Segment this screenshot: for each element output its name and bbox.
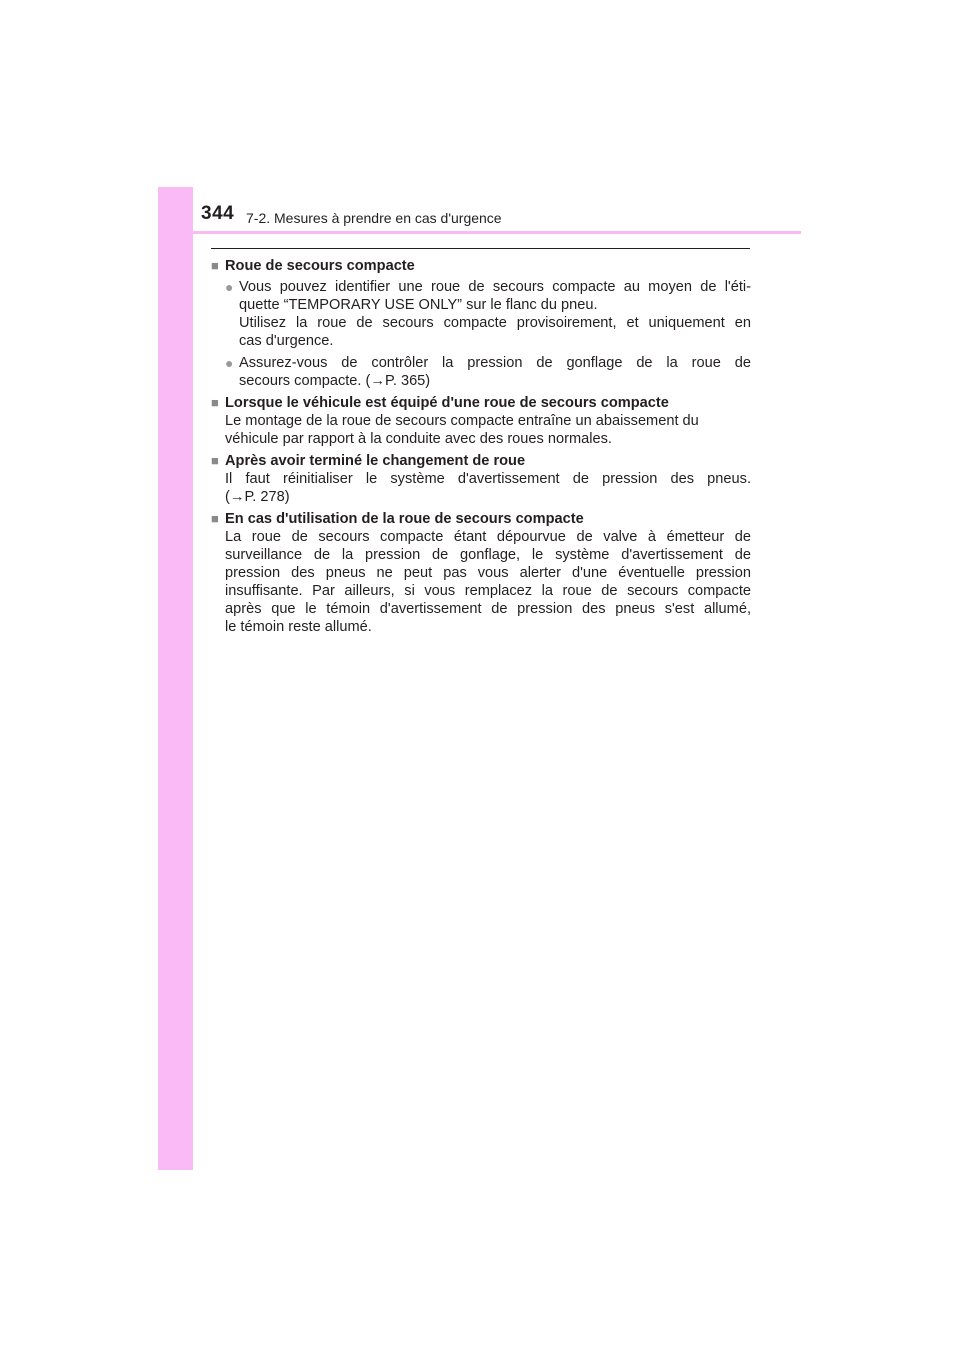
- section-vehicle-equipped: [211, 394, 751, 448]
- text-line: pression des pneus ne peut pas vous alerter d'une éventuelle pression: [225, 565, 751, 581]
- square-marker-icon: ■: [211, 453, 219, 468]
- text-line: (→P. 278): [225, 489, 290, 505]
- bullet-item: [225, 354, 751, 390]
- text-line: surveillance de la pression de gonflage, le système d'avertissement de: [225, 547, 751, 563]
- bullet-dot-icon: ●: [225, 279, 234, 295]
- text-line: le témoin reste allumé.: [225, 619, 372, 635]
- section-heading: [211, 257, 751, 275]
- section-heading: [211, 510, 751, 528]
- bullet-dot-icon: ●: [225, 355, 234, 371]
- page-number: 344: [201, 203, 235, 224]
- text-line: Vous pouvez identifier une roue de secours compacte au moyen de l'éti-: [239, 279, 751, 295]
- section-body: [211, 470, 751, 506]
- chapter-title: 7-2. Mesures à prendre en cas d'urgence: [246, 210, 502, 226]
- text-line: Utilisez la roue de secours compacte provisoirement, et uniquement en: [239, 315, 751, 331]
- header-accent-line: [158, 231, 801, 234]
- section-body: [211, 528, 751, 636]
- section-heading: [211, 394, 751, 412]
- square-marker-icon: ■: [211, 258, 219, 273]
- page-content: [211, 257, 751, 640]
- text-line: après que le témoin d'avertissement de pression des pneus s'est allumé,: [225, 601, 751, 617]
- square-marker-icon: ■: [211, 395, 219, 410]
- bullet-text: [239, 278, 751, 350]
- section-title: Lorsque le véhicule est équipé d'une roue de secours compacte: [225, 395, 669, 411]
- section-body: [211, 412, 751, 448]
- section-compact-spare: [211, 257, 751, 390]
- text-line: Le montage de la roue de secours compacte entraîne un abaissement du: [225, 413, 699, 429]
- text-line: insuffisante. Par ailleurs, si vous remplacez la roue de secours compacte: [225, 583, 751, 599]
- side-color-band: [158, 187, 193, 1170]
- square-marker-icon: ■: [211, 511, 219, 526]
- text-line: La roue de secours compacte étant dépourvue de valve à émetteur de: [225, 529, 751, 545]
- section-divider: [211, 248, 750, 249]
- bullet-text: [239, 354, 751, 390]
- text-line: véhicule par rapport à la conduite avec des roues normales.: [225, 431, 612, 447]
- text-line: secours compacte. (→P. 365): [239, 373, 431, 389]
- section-title: Roue de secours compacte: [225, 258, 415, 274]
- bullet-item: [225, 278, 751, 350]
- section-title: En cas d'utilisation de la roue de secours compacte: [225, 511, 584, 527]
- section-using-compact-spare: [211, 510, 751, 636]
- section-body: [211, 278, 751, 390]
- section-title: Après avoir terminé le changement de roue: [225, 453, 526, 469]
- text-line: Assurez-vous de contrôler la pression de gonflage de la roue de: [239, 355, 751, 371]
- section-after-wheel-change: [211, 452, 751, 506]
- text-line: cas d'urgence.: [239, 333, 334, 349]
- text-line: quette “TEMPORARY USE ONLY” sur le flanc du pneu.: [239, 297, 598, 313]
- section-heading: [211, 452, 751, 470]
- text-line: Il faut réinitialiser le système d'avertissement de pression des pneus.: [225, 471, 751, 487]
